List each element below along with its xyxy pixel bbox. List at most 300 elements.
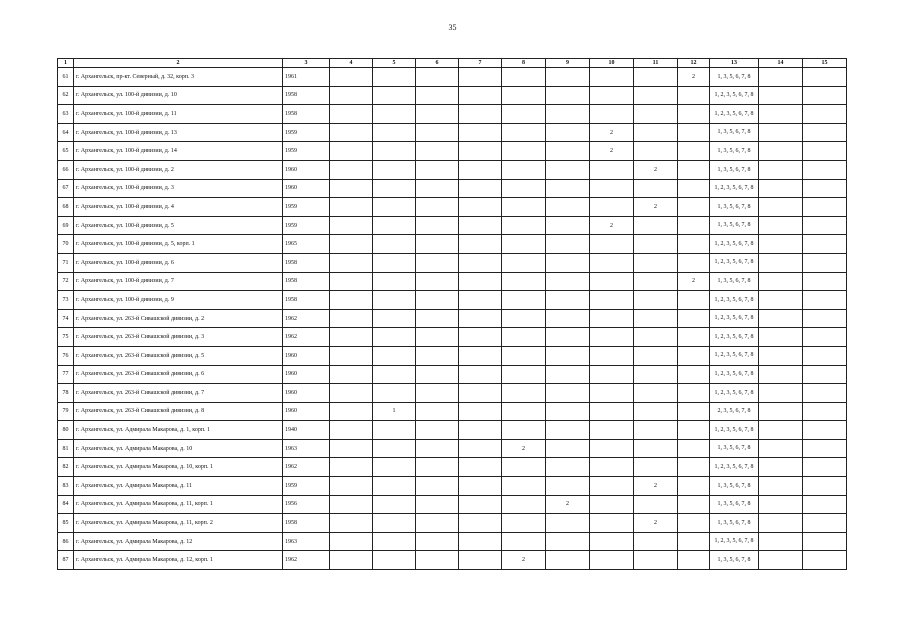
col14-cell <box>759 365 803 384</box>
column-header: 3 <box>283 59 330 68</box>
col8-cell <box>502 291 546 310</box>
year-cell: 1959 <box>283 477 330 496</box>
table-row <box>58 328 847 347</box>
col13-cell: 1, 2, 3, 5, 6, 7, 8 <box>710 253 759 272</box>
col4-cell <box>330 291 373 310</box>
col13-cell: 1, 3, 5, 6, 7, 8 <box>710 160 759 179</box>
col5-cell <box>373 551 416 570</box>
col15-cell <box>803 551 847 570</box>
address-cell: г. Архангельск, ул. 100-й дивизии, д. 5 <box>74 216 283 235</box>
col13-cell: 1, 2, 3, 5, 6, 7, 8 <box>710 384 759 403</box>
col12-cell <box>678 235 710 254</box>
col7-cell <box>459 421 502 440</box>
col4-cell <box>330 68 373 87</box>
col5-cell <box>373 291 416 310</box>
col15-cell <box>803 160 847 179</box>
year-cell: 1960 <box>283 402 330 421</box>
row-number: 66 <box>58 160 74 179</box>
col6-cell <box>416 123 459 142</box>
year-cell: 1962 <box>283 458 330 477</box>
address-cell: г. Архангельск, ул. 263-й Сивашской дивизии, д. 8 <box>74 402 283 421</box>
table-row <box>58 346 847 365</box>
col11-cell <box>634 291 678 310</box>
col15-cell <box>803 365 847 384</box>
col4-cell <box>330 160 373 179</box>
col7-cell <box>459 160 502 179</box>
table-row <box>58 235 847 254</box>
table-row <box>58 421 847 440</box>
col10-cell <box>590 421 634 440</box>
col6-cell <box>416 160 459 179</box>
col7-cell <box>459 123 502 142</box>
column-header: 9 <box>546 59 590 68</box>
col4-cell <box>330 551 373 570</box>
col15-cell <box>803 68 847 87</box>
col10-cell <box>590 346 634 365</box>
col10-cell <box>590 272 634 291</box>
col4-cell <box>330 421 373 440</box>
row-number: 87 <box>58 551 74 570</box>
col15-cell <box>803 439 847 458</box>
year-cell: 1962 <box>283 328 330 347</box>
col8-cell <box>502 142 546 161</box>
col11-cell: 2 <box>634 198 678 217</box>
col6-cell <box>416 291 459 310</box>
col14-cell <box>759 68 803 87</box>
col14-cell <box>759 198 803 217</box>
col13-cell: 1, 2, 3, 5, 6, 7, 8 <box>710 532 759 551</box>
column-header: 12 <box>678 59 710 68</box>
address-cell: г. Архангельск, ул. 100-й дивизии, д. 10 <box>74 86 283 105</box>
col6-cell <box>416 421 459 440</box>
col6-cell <box>416 198 459 217</box>
col8-cell <box>502 421 546 440</box>
col10-cell: 2 <box>590 216 634 235</box>
col12-cell <box>678 216 710 235</box>
address-cell: г. Архангельск, ул. 100-й дивизии, д. 11 <box>74 105 283 124</box>
col13-cell: 1, 3, 5, 6, 7, 8 <box>710 439 759 458</box>
row-number: 79 <box>58 402 74 421</box>
col4-cell <box>330 253 373 272</box>
table-row <box>58 291 847 310</box>
col4-cell <box>330 514 373 533</box>
table-row <box>58 514 847 533</box>
col7-cell <box>459 384 502 403</box>
column-header: 7 <box>459 59 502 68</box>
col5-cell <box>373 272 416 291</box>
col5-cell <box>373 514 416 533</box>
col7-cell <box>459 458 502 477</box>
col13-cell: 1, 2, 3, 5, 6, 7, 8 <box>710 86 759 105</box>
row-number: 81 <box>58 439 74 458</box>
address-cell: г. Архангельск, ул. 100-й дивизии, д. 7 <box>74 272 283 291</box>
col12-cell <box>678 384 710 403</box>
col7-cell <box>459 365 502 384</box>
buildings-table <box>57 58 847 570</box>
year-cell: 1960 <box>283 384 330 403</box>
col5-cell <box>373 328 416 347</box>
column-header: 5 <box>373 59 416 68</box>
col5-cell <box>373 142 416 161</box>
address-cell: г. Архангельск, ул. Адмирала Макарова, д. 11, корп. 2 <box>74 514 283 533</box>
year-cell: 1962 <box>283 551 330 570</box>
col13-cell: 1, 2, 3, 5, 6, 7, 8 <box>710 328 759 347</box>
row-number: 67 <box>58 179 74 198</box>
col7-cell <box>459 551 502 570</box>
col11-cell <box>634 105 678 124</box>
col4-cell <box>330 477 373 496</box>
address-cell: г. Архангельск, ул. Адмирала Макарова, д. 10 <box>74 439 283 458</box>
col9-cell <box>546 346 590 365</box>
col11-cell <box>634 68 678 87</box>
row-number: 85 <box>58 514 74 533</box>
col15-cell <box>803 477 847 496</box>
column-header: 8 <box>502 59 546 68</box>
col8-cell <box>502 402 546 421</box>
col7-cell <box>459 179 502 198</box>
col12-cell <box>678 495 710 514</box>
col4-cell <box>330 402 373 421</box>
col13-cell: 1, 2, 3, 5, 6, 7, 8 <box>710 365 759 384</box>
address-cell: г. Архангельск, ул. 263-й Сивашской дивизии, д. 5 <box>74 346 283 365</box>
col11-cell <box>634 216 678 235</box>
col12-cell <box>678 402 710 421</box>
year-cell: 1960 <box>283 346 330 365</box>
col15-cell <box>803 179 847 198</box>
col10-cell <box>590 198 634 217</box>
col11-cell <box>634 328 678 347</box>
col14-cell <box>759 123 803 142</box>
col6-cell <box>416 532 459 551</box>
col14-cell <box>759 439 803 458</box>
col9-cell <box>546 179 590 198</box>
col12-cell <box>678 346 710 365</box>
address-cell: г. Архангельск, ул. 100-й дивизии, д. 13 <box>74 123 283 142</box>
year-cell: 1958 <box>283 272 330 291</box>
col12-cell <box>678 532 710 551</box>
table-row <box>58 477 847 496</box>
row-number: 72 <box>58 272 74 291</box>
col15-cell <box>803 123 847 142</box>
col11-cell <box>634 551 678 570</box>
col8-cell <box>502 216 546 235</box>
col15-cell <box>803 384 847 403</box>
col8-cell <box>502 272 546 291</box>
col8-cell <box>502 328 546 347</box>
table-row <box>58 253 847 272</box>
table-body <box>58 68 847 570</box>
column-header: 10 <box>590 59 634 68</box>
column-header: 11 <box>634 59 678 68</box>
col5-cell <box>373 216 416 235</box>
col6-cell <box>416 86 459 105</box>
year-cell: 1958 <box>283 253 330 272</box>
col5-cell <box>373 68 416 87</box>
col6-cell <box>416 328 459 347</box>
table-row <box>58 160 847 179</box>
col8-cell <box>502 495 546 514</box>
table-row <box>58 365 847 384</box>
col15-cell <box>803 532 847 551</box>
col12-cell <box>678 105 710 124</box>
col12-cell <box>678 179 710 198</box>
col4-cell <box>330 384 373 403</box>
col8-cell <box>502 105 546 124</box>
col13-cell: 1, 3, 5, 6, 7, 8 <box>710 514 759 533</box>
table-row <box>58 532 847 551</box>
col11-cell <box>634 402 678 421</box>
year-cell: 1958 <box>283 514 330 533</box>
col12-cell <box>678 365 710 384</box>
address-cell: г. Архангельск, ул. 100-й дивизии, д. 14 <box>74 142 283 161</box>
col9-cell <box>546 365 590 384</box>
col9-cell <box>546 439 590 458</box>
col5-cell <box>373 253 416 272</box>
col14-cell <box>759 160 803 179</box>
col13-cell: 1, 2, 3, 5, 6, 7, 8 <box>710 179 759 198</box>
col4-cell <box>330 142 373 161</box>
col9-cell <box>546 235 590 254</box>
col14-cell <box>759 253 803 272</box>
address-cell: г. Архангельск, ул. 263-й Сивашской дивизии, д. 7 <box>74 384 283 403</box>
col8-cell <box>502 160 546 179</box>
col15-cell <box>803 346 847 365</box>
col4-cell <box>330 458 373 477</box>
row-number: 76 <box>58 346 74 365</box>
row-number: 80 <box>58 421 74 440</box>
col11-cell <box>634 235 678 254</box>
column-header: 15 <box>803 59 847 68</box>
col11-cell <box>634 86 678 105</box>
col14-cell <box>759 495 803 514</box>
col13-cell: 1, 3, 5, 6, 7, 8 <box>710 551 759 570</box>
year-cell: 1961 <box>283 68 330 87</box>
col9-cell <box>546 142 590 161</box>
col9-cell <box>546 551 590 570</box>
col9-cell <box>546 68 590 87</box>
address-cell: г. Архангельск, ул. Адмирала Макарова, д. 1, корп. 1 <box>74 421 283 440</box>
col10-cell <box>590 477 634 496</box>
col4-cell <box>330 309 373 328</box>
col15-cell <box>803 495 847 514</box>
col7-cell <box>459 477 502 496</box>
table-row <box>58 86 847 105</box>
col10-cell <box>590 160 634 179</box>
table-row <box>58 439 847 458</box>
col11-cell <box>634 123 678 142</box>
col13-cell: 1, 3, 5, 6, 7, 8 <box>710 495 759 514</box>
col14-cell <box>759 216 803 235</box>
year-cell: 1959 <box>283 198 330 217</box>
col15-cell <box>803 198 847 217</box>
col10-cell <box>590 365 634 384</box>
table-row <box>58 142 847 161</box>
col10-cell <box>590 86 634 105</box>
col11-cell <box>634 458 678 477</box>
col14-cell <box>759 532 803 551</box>
col14-cell <box>759 514 803 533</box>
table-row <box>58 458 847 477</box>
col12-cell: 2 <box>678 68 710 87</box>
col6-cell <box>416 551 459 570</box>
col15-cell <box>803 216 847 235</box>
col11-cell <box>634 495 678 514</box>
col14-cell <box>759 458 803 477</box>
col6-cell <box>416 439 459 458</box>
col7-cell <box>459 309 502 328</box>
header-row <box>58 59 847 68</box>
row-number: 75 <box>58 328 74 347</box>
col5-cell: 1 <box>373 402 416 421</box>
table-row <box>58 402 847 421</box>
address-cell: г. Архангельск, ул. Адмирала Макарова, д. 10, корп. 1 <box>74 458 283 477</box>
col13-cell: 1, 2, 3, 5, 6, 7, 8 <box>710 346 759 365</box>
col6-cell <box>416 235 459 254</box>
year-cell: 1958 <box>283 291 330 310</box>
col5-cell <box>373 198 416 217</box>
row-number: 86 <box>58 532 74 551</box>
col6-cell <box>416 309 459 328</box>
row-number: 62 <box>58 86 74 105</box>
col14-cell <box>759 179 803 198</box>
col11-cell <box>634 421 678 440</box>
col4-cell <box>330 365 373 384</box>
col10-cell: 2 <box>590 123 634 142</box>
col5-cell <box>373 384 416 403</box>
col4-cell <box>330 179 373 198</box>
col10-cell <box>590 253 634 272</box>
col14-cell <box>759 402 803 421</box>
col11-cell <box>634 346 678 365</box>
col7-cell <box>459 216 502 235</box>
col7-cell <box>459 253 502 272</box>
col5-cell <box>373 123 416 142</box>
col14-cell <box>759 86 803 105</box>
row-number: 63 <box>58 105 74 124</box>
col10-cell <box>590 105 634 124</box>
col15-cell <box>803 309 847 328</box>
col10-cell <box>590 495 634 514</box>
col12-cell <box>678 477 710 496</box>
table-row <box>58 309 847 328</box>
col7-cell <box>459 235 502 254</box>
address-cell: г. Архангельск, ул. Адмирала Макарова, д. 12, корп. 1 <box>74 551 283 570</box>
col14-cell <box>759 291 803 310</box>
col14-cell <box>759 421 803 440</box>
address-cell: г. Архангельск, ул. Адмирала Макарова, д. 11 <box>74 477 283 496</box>
col9-cell <box>546 86 590 105</box>
row-number: 84 <box>58 495 74 514</box>
page-number: 35 <box>448 23 457 32</box>
col13-cell: 1, 3, 5, 6, 7, 8 <box>710 216 759 235</box>
col9-cell <box>546 421 590 440</box>
col11-cell <box>634 272 678 291</box>
column-header: 4 <box>330 59 373 68</box>
col7-cell <box>459 68 502 87</box>
col15-cell <box>803 272 847 291</box>
col9-cell <box>546 253 590 272</box>
col5-cell <box>373 495 416 514</box>
col6-cell <box>416 142 459 161</box>
year-cell: 1962 <box>283 309 330 328</box>
col11-cell <box>634 253 678 272</box>
col8-cell <box>502 86 546 105</box>
table-row <box>58 216 847 235</box>
year-cell: 1959 <box>283 142 330 161</box>
year-cell: 1960 <box>283 179 330 198</box>
col6-cell <box>416 514 459 533</box>
col9-cell <box>546 272 590 291</box>
col4-cell <box>330 86 373 105</box>
col8-cell <box>502 384 546 403</box>
col11-cell <box>634 179 678 198</box>
col13-cell: 1, 2, 3, 5, 6, 7, 8 <box>710 235 759 254</box>
col15-cell <box>803 514 847 533</box>
col5-cell <box>373 235 416 254</box>
col14-cell <box>759 235 803 254</box>
col15-cell <box>803 328 847 347</box>
col8-cell <box>502 235 546 254</box>
col4-cell <box>330 346 373 365</box>
col8-cell: 2 <box>502 551 546 570</box>
col10-cell <box>590 235 634 254</box>
col7-cell <box>459 402 502 421</box>
column-header: 2 <box>74 59 283 68</box>
col8-cell <box>502 68 546 87</box>
col7-cell <box>459 198 502 217</box>
col6-cell <box>416 458 459 477</box>
year-cell: 1960 <box>283 160 330 179</box>
col7-cell <box>459 439 502 458</box>
address-cell: г. Архангельск, ул. Адмирала Макарова, д. 12 <box>74 532 283 551</box>
col14-cell <box>759 346 803 365</box>
column-header: 13 <box>710 59 759 68</box>
col9-cell <box>546 105 590 124</box>
col8-cell <box>502 365 546 384</box>
col8-cell <box>502 123 546 142</box>
column-header: 14 <box>759 59 803 68</box>
year-cell: 1959 <box>283 216 330 235</box>
col15-cell <box>803 458 847 477</box>
address-cell: г. Архангельск, пр-кт. Северный, д. 32, корп. 3 <box>74 68 283 87</box>
col6-cell <box>416 402 459 421</box>
col10-cell <box>590 291 634 310</box>
col4-cell <box>330 198 373 217</box>
col6-cell <box>416 384 459 403</box>
col14-cell <box>759 384 803 403</box>
col10-cell <box>590 328 634 347</box>
col6-cell <box>416 105 459 124</box>
col13-cell: 1, 2, 3, 5, 6, 7, 8 <box>710 458 759 477</box>
row-number: 65 <box>58 142 74 161</box>
column-header: 6 <box>416 59 459 68</box>
col12-cell <box>678 142 710 161</box>
address-cell: г. Архангельск, ул. 100-й дивизии, д. 2 <box>74 160 283 179</box>
col7-cell <box>459 532 502 551</box>
col12-cell <box>678 198 710 217</box>
col8-cell <box>502 309 546 328</box>
col12-cell <box>678 123 710 142</box>
table-row <box>58 179 847 198</box>
col11-cell <box>634 532 678 551</box>
col12-cell <box>678 253 710 272</box>
row-number: 78 <box>58 384 74 403</box>
col13-cell: 1, 3, 5, 6, 7, 8 <box>710 68 759 87</box>
col9-cell <box>546 514 590 533</box>
col12-cell <box>678 160 710 179</box>
year-cell: 1958 <box>283 105 330 124</box>
address-cell: г. Архангельск, ул. 100-й дивизии, д. 3 <box>74 179 283 198</box>
